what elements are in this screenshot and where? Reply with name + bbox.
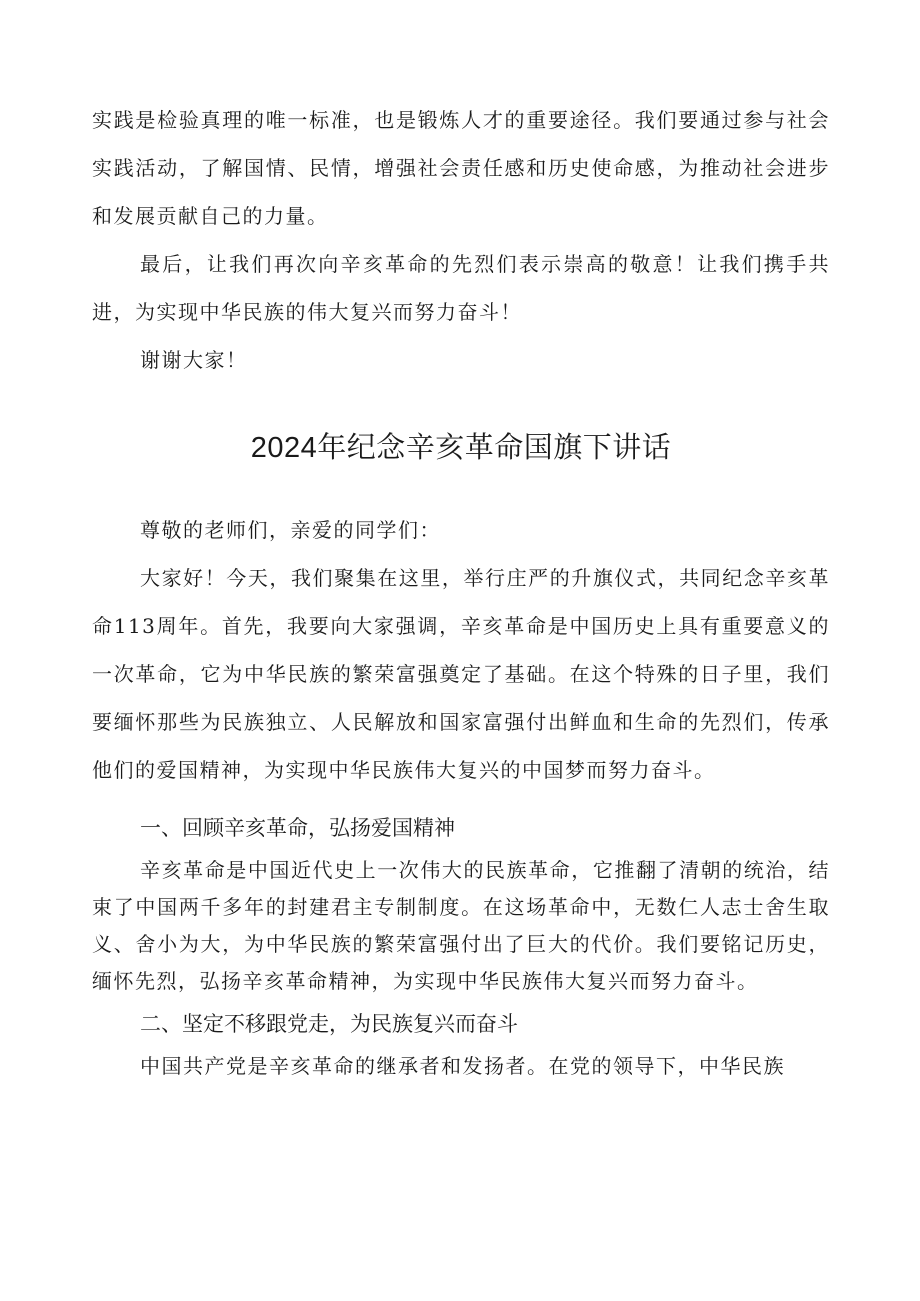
paragraph-practice: 实践是检验真理的唯一标准，也是锻炼人才的重要途径。我们要通过参与社会实践活动，了解国情、民情，增强社会责任感和历史使命感，为推动社会进步和发展贡献自己的力量。 — [92, 108, 830, 228]
section-text-2: 中国共产党是辛亥革命的继承者和发扬者。在党的领导下，中华民族 — [140, 1054, 785, 1078]
section-heading-1: 一、回顾辛亥革命，弘扬爱国精神 — [140, 816, 455, 840]
paragraph-closing: 最后，让我们再次向辛亥革命的先烈们表示崇高的敬意！让我们携手共进，为实现中华民族的伟大复兴而努力奋斗！ — [92, 252, 830, 324]
document-page — [92, 96, 830, 1085]
section-heading-2: 二、坚定不移跟党走，为民族复兴而奋斗 — [140, 1012, 518, 1036]
document-title: 2024年纪念辛亥革命国旗下讲话 — [250, 432, 672, 464]
paragraph-thanks: 谢谢大家！ — [140, 348, 248, 372]
section-text-1: 辛亥革命是中国近代史上一次伟大的民族革命，它推翻了清朝的统治，结束了中国两千多年的封建君主专制制度。在这场革命中，无数仁人志士舍生取义、舍小为大，为中华民族的繁荣富强付出了巨大的代价。我们要铭记历史，缅怀先烈，弘扬辛亥革命精神，为实现中华民族伟大复兴而努力奋斗。 — [92, 858, 830, 993]
paragraph-intro: 大家好！今天，我们聚集在这里，举行庄严的升旗仪式，共同纪念辛亥革命113周年。首先，我要向大家强调，辛亥革命是中国历史上具有重要意义的一次革命，它为中华民族的繁荣富强奠定了基础。在这个特殊的日子里，我们要缅怀那些为民族独立、人民解放和国家富强付出鲜血和生命的先烈们，传承他们的爱国精神，为实现中华民族伟大复兴的中国梦而努力奋斗。 — [92, 566, 830, 782]
greeting: 尊敬的老师们，亲爱的同学们： — [140, 518, 441, 542]
